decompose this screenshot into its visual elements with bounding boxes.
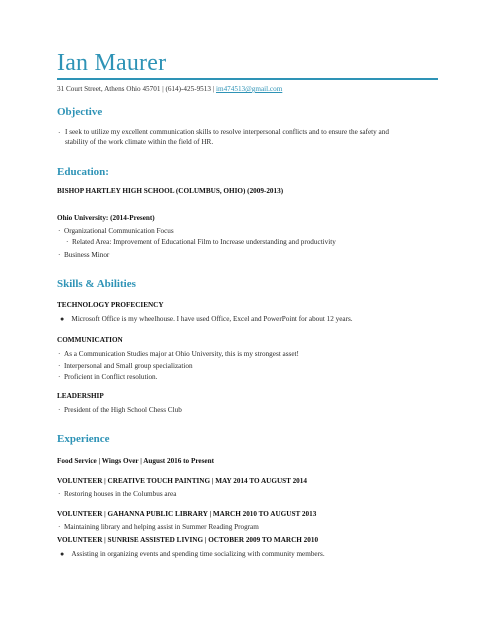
bullet-marker: ·: [58, 129, 61, 137]
skills-leadership-text: President of the High School Chess Club: [64, 406, 182, 414]
experience-job-item: · Restoring houses in the Columbus area: [58, 490, 177, 498]
skills-communication-text: Proficient in Conflict resolution.: [64, 373, 158, 381]
objective-text: [65, 128, 389, 147]
education-subitem: · Related Area: Improvement of Educational Film to Increase understanding and productivity: [66, 238, 336, 246]
experience-job-item-text: Assisting in organizing events and spending time socializing with community members.: [71, 550, 325, 558]
skills-technology-item: [60, 315, 353, 323]
contact-address-phone: 31 Court Street, Athens Ohio 45701 | (614)-425-9513 |: [57, 85, 216, 93]
education-item-text: Business Minor: [64, 251, 110, 259]
skills-heading: Skills & Abilities: [57, 278, 136, 290]
experience-job-item: [60, 550, 325, 558]
bullet-dot-icon: ●: [60, 550, 65, 558]
experience-job-title: VOLUNTEER | GAHANNA PUBLIC LIBRARY | MARCH 2010 TO AUGUST 2013: [57, 510, 317, 518]
education-item: · Business Minor: [58, 251, 110, 259]
resume-name: Ian Maurer: [57, 50, 167, 76]
objective-line-2: stability of the work climate within the field of HR.: [65, 137, 214, 146]
experience-job-item: · Maintaining library and helping assist in Summer Reading Program: [58, 523, 259, 531]
education-subitem-text: Related Area: Improvement of Educational Film to Increase understanding and productivity: [72, 238, 336, 246]
education-item-text: Organizational Communication Focus: [64, 227, 174, 235]
skills-communication-text: Interpersonal and Small group specialization: [64, 362, 193, 370]
skills-technology-title: TECHNOLOGY PROFECIENCY: [57, 301, 164, 309]
skills-technology-text: Microsoft Office is my wheelhouse. I have used Office, Excel and PowerPoint for about 12 years.: [71, 315, 353, 323]
objective-heading: Objective: [57, 106, 103, 118]
education-heading: Education:: [57, 166, 109, 178]
skills-leadership-title: LEADERSHIP: [57, 392, 104, 400]
skills-leadership-item: · President of the High School Chess Club: [58, 406, 182, 414]
education-school-highschool: BISHOP HARTLEY HIGH SCHOOL (COLUMBUS, OHIO) (2009-2013): [57, 187, 284, 195]
skills-communication-text: As a Communication Studies major at Ohio University, this is my strongest asset!: [64, 350, 299, 358]
contact-email-link[interactable]: im474513@gmail.com: [216, 85, 283, 93]
bullet-dot-icon: ●: [60, 315, 65, 323]
experience-job-title: Food Service | Wings Over | August 2016 to Present: [57, 457, 214, 465]
education-school-university: Ohio University: (2014-Present): [57, 214, 155, 222]
skills-communication-title: COMMUNICATION: [57, 336, 123, 344]
objective-line-1: I seek to utilize my excellent communication skills to resolve interpersonal conflicts and to ensure the safety and: [65, 128, 389, 136]
skills-communication-item: · Proficient in Conflict resolution.: [58, 373, 158, 381]
experience-heading: Experience: [57, 433, 110, 445]
contact-line: [57, 85, 282, 93]
header-divider: [57, 78, 438, 80]
experience-job-title: VOLUNTEER | CREATIVE TOUCH PAINTING | MAY 2014 TO AUGUST 2014: [57, 477, 307, 485]
education-item: · Organizational Communication Focus: [58, 227, 174, 235]
experience-job-item-text: Maintaining library and helping assist in Summer Reading Program: [64, 523, 259, 531]
experience-job-item-text: Restoring houses in the Columbus area: [64, 490, 177, 498]
experience-job-title: VOLUNTEER | SUNRISE ASSISTED LIVING | OCTOBER 2009 TO MARCH 2010: [57, 536, 319, 544]
skills-communication-item: · Interpersonal and Small group specialization: [58, 362, 193, 370]
skills-communication-item: · As a Communication Studies major at Ohio University, this is my strongest asset!: [58, 350, 299, 358]
